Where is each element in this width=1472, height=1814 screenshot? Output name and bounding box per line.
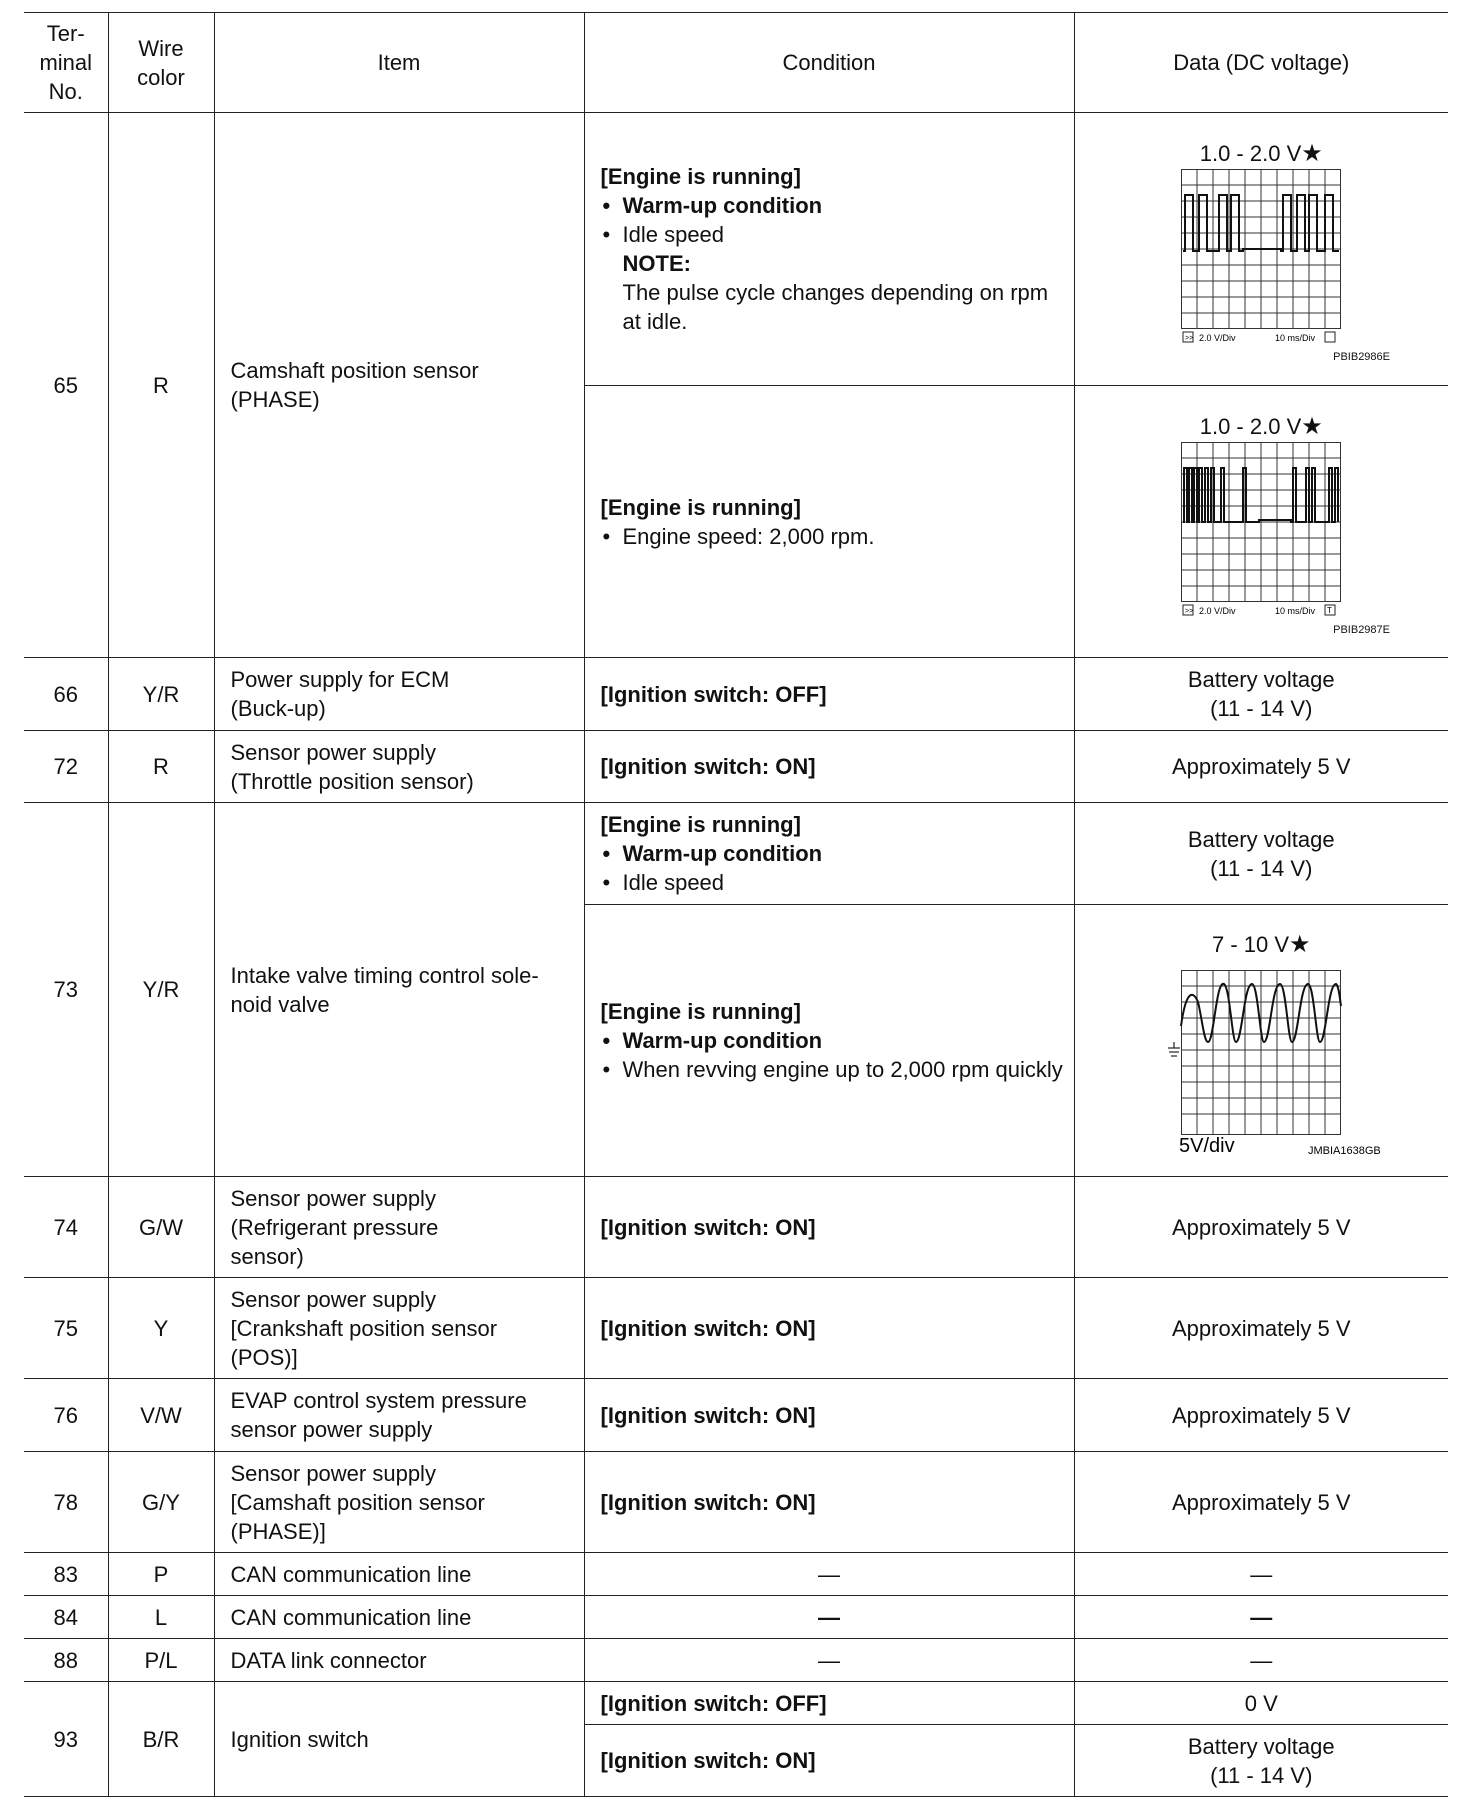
figure-code: PBIB2986E <box>1333 351 1390 363</box>
condition-title: [Ignition switch: ON] <box>600 1402 816 1428</box>
item-text: Ignition switch <box>214 1682 584 1797</box>
wire-color: R <box>108 731 214 803</box>
note-heading: NOTE: <box>622 251 691 276</box>
note-block <box>601 249 1064 336</box>
voltage-value: 1.0 - 2.0 V★ <box>1199 412 1323 440</box>
condition-title: [Ignition switch: ON] <box>600 1315 816 1341</box>
terminal-number: 84 <box>24 1596 108 1639</box>
waveform-scale-voltage: 2.0 V/Div <box>1199 605 1236 616</box>
table-row <box>24 1639 1448 1682</box>
item-text: EVAP control system pressure sensor power supply <box>214 1379 584 1452</box>
condition-bullet: • Engine speed: 2,000 rpm. <box>601 522 1064 551</box>
condition-cell: — <box>584 1639 1074 1682</box>
table-row <box>24 803 1448 905</box>
condition-cell <box>584 386 1074 658</box>
condition-bullet: • Warm-up condition <box>601 839 1064 868</box>
data-waveform-cell <box>1074 905 1448 1177</box>
condition-cell <box>584 1682 1074 1725</box>
condition-bullet: • Idle speed <box>601 868 1064 897</box>
condition-bullet: • When revving engine up to 2,000 rpm quickly <box>601 1055 1064 1084</box>
terminal-number: 74 <box>24 1177 108 1278</box>
note-text: The pulse cycle changes depending on rpm at idle. <box>622 280 1049 334</box>
item-text: CAN communication line <box>214 1596 584 1639</box>
wire-color: L <box>108 1596 214 1639</box>
star-icon: ★ <box>1301 140 1323 167</box>
condition-title: [Ignition switch: ON] <box>600 1748 816 1773</box>
condition-bullet: • Idle speed <box>601 220 1064 249</box>
terminal-number: 65 <box>24 113 108 658</box>
star-icon: ★ <box>1289 930 1311 958</box>
condition-cell <box>584 1452 1074 1553</box>
condition-cell: — <box>584 1596 1074 1639</box>
waveform-scale: 5V/div <box>1179 1134 1235 1156</box>
table-row <box>24 1278 1448 1379</box>
pulse-waveform-idle <box>1181 169 1341 351</box>
item-text: Sensor power supply (Refrigerant pressure sensor) <box>214 1177 584 1278</box>
terminal-number: 93 <box>24 1682 108 1797</box>
header-row <box>24 13 1448 113</box>
wire-color: P/L <box>108 1639 214 1682</box>
terminal-number: 72 <box>24 731 108 803</box>
data-value: — <box>1074 1553 1448 1596</box>
terminal-number: 76 <box>24 1379 108 1452</box>
figure-code: JMBIA1638GB <box>1308 1144 1382 1156</box>
data-value: Approximately 5 V <box>1074 1379 1448 1452</box>
condition-bullet: • Warm-up condition <box>601 191 1064 220</box>
data-value: Battery voltage (11 - 14 V) <box>1074 1725 1448 1797</box>
item-text: Intake valve timing control sole- noid valve <box>214 803 584 1177</box>
waveform-scale-voltage: 2.0 V/Div <box>1199 333 1236 343</box>
terminal-spec-table <box>24 12 1448 1797</box>
condition-title: [Ignition switch: ON] <box>600 1489 816 1515</box>
condition-title: [Ignition switch: ON] <box>600 1214 816 1240</box>
condition-cell <box>584 1177 1074 1278</box>
wire-color: G/Y <box>108 1452 214 1553</box>
data-value: — <box>1074 1639 1448 1682</box>
wire-color: Y/R <box>108 803 214 1177</box>
header-condition: Condition <box>584 13 1074 113</box>
header-terminal: Ter- minal No. <box>24 13 108 113</box>
wire-color: B/R <box>108 1682 214 1797</box>
pulse-waveform-2000rpm <box>1181 442 1341 624</box>
table-row <box>24 113 1448 386</box>
data-value: Approximately 5 V <box>1074 1278 1448 1379</box>
condition-cell <box>584 731 1074 803</box>
item-text: Power supply for ECM (Buck-up) <box>214 658 584 731</box>
terminal-number: 75 <box>24 1278 108 1379</box>
terminal-number: 73 <box>24 803 108 1177</box>
terminal-number: 66 <box>24 658 108 731</box>
figure-code: PBIB2987E <box>1333 623 1390 636</box>
voltage-value: 7 - 10 V★ <box>1211 930 1311 958</box>
terminal-number: 88 <box>24 1639 108 1682</box>
wire-color: V/W <box>108 1379 214 1452</box>
data-value: 0 V <box>1074 1682 1448 1725</box>
condition-title: [Ignition switch: OFF] <box>600 681 827 707</box>
condition-title: [Engine is running] <box>600 494 801 520</box>
condition-title: [Ignition switch: OFF] <box>600 1690 827 1716</box>
data-waveform-cell <box>1074 113 1448 386</box>
waveform-scale-time: 10 ms/Div <box>1275 333 1316 343</box>
table-row <box>24 1682 1448 1725</box>
condition-cell <box>584 658 1074 731</box>
waveform-scale-time: 10 ms/Div <box>1275 605 1316 616</box>
table-row <box>24 1596 1448 1639</box>
table-row <box>24 1379 1448 1452</box>
header-item: Item <box>214 13 584 113</box>
item-text: Sensor power supply [Camshaft position sensor (PHASE)] <box>214 1452 584 1553</box>
table-row <box>24 731 1448 803</box>
condition-cell <box>584 1278 1074 1379</box>
header-data: Data (DC voltage) <box>1074 13 1448 113</box>
item-text: Sensor power supply (Throttle position sensor) <box>214 731 584 803</box>
svg-text:>>: >> <box>1185 335 1194 342</box>
data-value: Approximately 5 V <box>1074 1177 1448 1278</box>
data-value: — <box>1074 1596 1448 1639</box>
item-text: Sensor power supply [Crankshaft position sensor (POS)] <box>214 1278 584 1379</box>
sine-waveform <box>1136 960 1386 1156</box>
condition-cell <box>584 803 1074 905</box>
svg-text:T: T <box>1327 605 1333 615</box>
data-waveform-cell <box>1074 386 1448 658</box>
wire-color: R <box>108 113 214 658</box>
header-wire-color: Wire color <box>108 13 214 113</box>
condition-cell <box>584 1725 1074 1797</box>
wire-color: P <box>108 1553 214 1596</box>
star-icon: ★ <box>1301 412 1323 440</box>
condition-title: [Engine is running] <box>600 164 801 189</box>
condition-cell <box>584 113 1074 386</box>
data-value: Approximately 5 V <box>1074 1452 1448 1553</box>
item-text: Camshaft position sensor (PHASE) <box>214 113 584 658</box>
data-value: Approximately 5 V <box>1074 731 1448 803</box>
wire-color: G/W <box>108 1177 214 1278</box>
wire-color: Y <box>108 1278 214 1379</box>
condition-title: [Engine is running] <box>600 999 801 1024</box>
table-row <box>24 1177 1448 1278</box>
condition-cell <box>584 1379 1074 1452</box>
condition-title: [Engine is running] <box>600 812 801 837</box>
item-text: DATA link connector <box>214 1639 584 1682</box>
condition-bullet: • Warm-up condition <box>601 1026 1064 1055</box>
condition-cell <box>584 905 1074 1177</box>
condition-cell: — <box>584 1553 1074 1596</box>
voltage-value: 1.0 - 2.0 V★ <box>1199 140 1323 167</box>
data-value: Battery voltage (11 - 14 V) <box>1074 803 1448 905</box>
data-value: Battery voltage (11 - 14 V) <box>1074 658 1448 731</box>
wire-color: Y/R <box>108 658 214 731</box>
item-text: CAN communication line <box>214 1553 584 1596</box>
condition-title: [Ignition switch: ON] <box>600 754 816 779</box>
table-row <box>24 658 1448 731</box>
terminal-number: 83 <box>24 1553 108 1596</box>
table-row <box>24 1452 1448 1553</box>
table-row <box>24 1553 1448 1596</box>
svg-text:>>: >> <box>1185 607 1194 615</box>
terminal-number: 78 <box>24 1452 108 1553</box>
